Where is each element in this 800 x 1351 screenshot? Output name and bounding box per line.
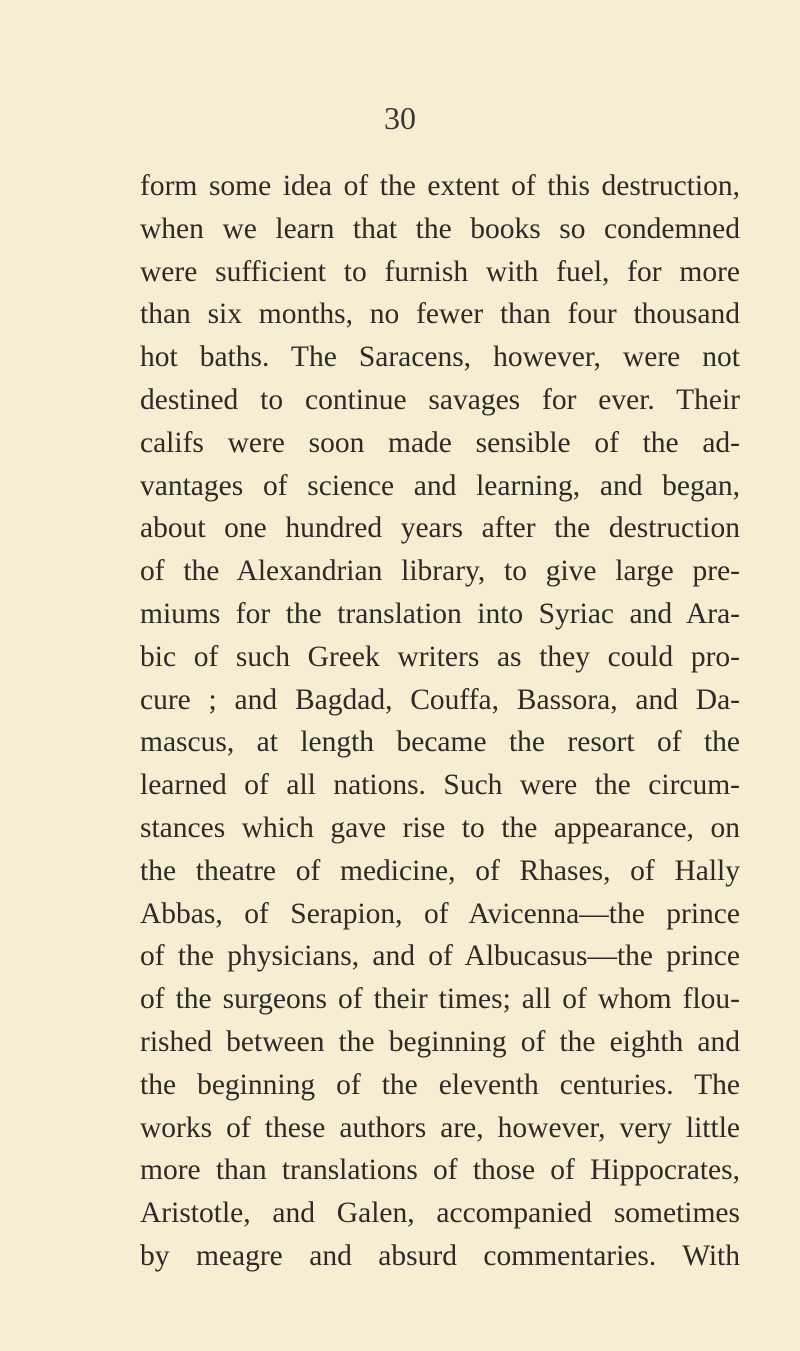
page-number: 30 xyxy=(384,100,416,136)
text-line-1: form some idea of the extent of this destruction, xyxy=(140,170,740,202)
text-line-6: destined to continue savages for ever. Their xyxy=(140,383,740,416)
text-line-13: cure ; and Bagdad, Couffa, Bassora, and Da- xyxy=(140,683,740,716)
text-line-2: when we learn that the books so condemned xyxy=(140,212,740,245)
text-line-15: learned of all nations. Such were the circum- xyxy=(140,769,740,802)
text-line-18: Abbas, of Serapion, of Avicenna—the prince xyxy=(140,897,740,930)
text-line-23: works of these authors are, however, very little xyxy=(140,1111,740,1144)
text-line-20: of the surgeons of their times; all of whom flou- xyxy=(140,983,740,1016)
text-line-4: than six months, no fewer than four thousand xyxy=(140,298,740,331)
text-line-14: mascus, at length became the resort of the xyxy=(140,726,740,759)
text-line-17: the theatre of medicine, of Rhases, of Hally xyxy=(140,854,740,887)
text-line-7: califs were soon made sensible of the ad- xyxy=(140,426,740,459)
text-line-19: of the physicians, and of Albucasus—the prince xyxy=(140,940,740,973)
body-text xyxy=(140,165,740,1278)
text-line-12: bic of such Greek writers as they could pro- xyxy=(140,640,740,673)
text-line-3: were sufficient to furnish with fuel, for more xyxy=(140,255,740,288)
text-line-5: hot baths. The Saracens, however, were not xyxy=(140,341,740,374)
text-line-11: miums for the translation into Syriac and Ara- xyxy=(140,597,740,630)
text-line-25: Aristotle, and Galen, accompanied sometimes xyxy=(140,1197,740,1230)
text-line-9: about one hundred years after the destruction xyxy=(140,512,740,545)
text-line-26: by meagre and absurd commentaries. With xyxy=(140,1239,740,1272)
text-line-24: more than translations of those of Hippocrates, xyxy=(140,1154,740,1187)
text-line-8: vantages of science and learning, and began, xyxy=(140,469,740,502)
text-line-16: stances which gave rise to the appearance, on xyxy=(140,811,740,844)
text-line-21: rished between the beginning of the eighth and xyxy=(140,1025,740,1058)
text-line-10: of the Alexandrian library, to give large pre- xyxy=(140,555,740,588)
text-line-22: the beginning of the eleventh centuries. The xyxy=(140,1068,740,1101)
